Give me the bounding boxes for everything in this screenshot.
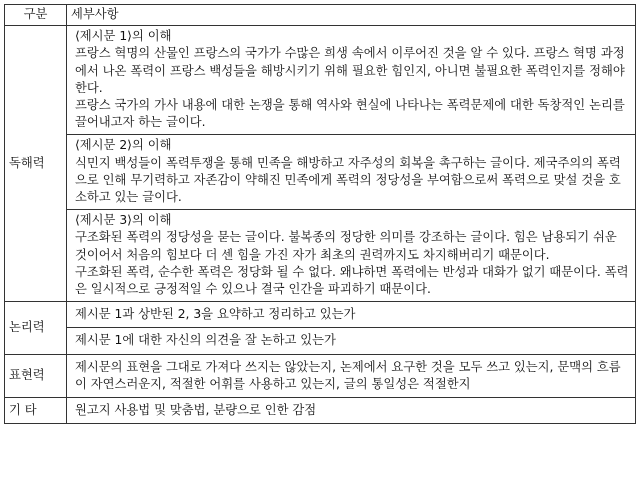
logic-item: 제시문 1과 상반된 2, 3을 요약하고 정리하고 있는가 [67,302,636,328]
reading-section-2 [67,135,636,210]
category-logic: 논리력 [5,302,67,354]
section-paragraph: 프랑스 혁명의 산물인 프랑스의 국가가 수많은 희생 속에서 이루어진 것을 알 수 있다. 프랑스 혁명 과정에서 나온 폭력이 프랑스 백성들을 해방시키기 위해 필요한 힘인지, 아니면 불필요한 폭력인지를 정해야 한다. [75,46,625,95]
other-text: 원고지 사용법 및 맞춤법, 분량으로 인한 감점 [67,398,636,424]
reading-section-1 [67,26,636,135]
logic-row-2 [5,328,636,354]
reading-row-3 [5,210,636,302]
section-paragraph: 식민지 백성들이 폭력투쟁을 통해 민족을 해방하고 자주성의 회복을 촉구하는 글이다. 제국주의의 폭력으로 인해 무기력하고 자존감이 약해진 민족에게 폭력의 정당성을 부여함으로써 폭력으로 맞설 것을 호소하고 있는 글이다. [75,155,621,205]
category-reading: 독해력 [5,26,67,302]
expression-row [5,354,636,397]
reading-section-3 [67,210,636,302]
header-row [5,5,636,26]
category-expression: 표현력 [5,354,67,397]
section-paragraph: 구조화된 폭력의 정당성을 묻는 글이다. 불복종의 정당한 의미를 강조하는 글이다. 힘은 남용되기 쉬운 것이어서 처음의 힘보다 더 센 힘을 가진 자가 최초의 권력까지도 차지해버리기 때문이다. [75,230,617,262]
other-row [5,398,636,424]
section-paragraph: 프랑스 국가의 가사 내용에 대한 논쟁을 통해 역사와 현실에 나타나는 폭력문제에 대한 독창적인 논리를 끌어내고자 하는 글이다. [75,98,625,130]
reading-row-1 [5,26,636,135]
expression-text: 제시문의 표현을 그대로 가져다 쓰지는 않았는지, 논제에서 요구한 것을 모두 쓰고 있는지, 문맥의 흐름이 자연스러운지, 적절한 어휘를 사용하고 있는지, 글의 통일성은 적절한지 [67,354,636,397]
reading-row-2 [5,135,636,210]
header-detail: 세부사항 [67,5,636,26]
logic-row-1 [5,302,636,328]
grading-criteria-table [4,4,636,424]
section-title: ⟨제시문 1⟩의 이해 [75,29,172,44]
section-title: ⟨제시문 2⟩의 이해 [75,138,172,153]
section-paragraph: 구조화된 폭력, 순수한 폭력은 정당화 될 수 없다. 왜냐하면 폭력에는 반성과 대화가 없기 때문이다. 폭력은 일시적으로 긍정적일 수 있으나 결국 인간을 파괴하기 때문이다. [75,264,629,297]
category-other: 기 타 [5,398,67,424]
header-category: 구분 [5,5,67,26]
logic-item: 제시문 1에 대한 자신의 의견을 잘 논하고 있는가 [67,328,636,354]
section-title: ⟨제시문 3⟩의 이해 [75,213,172,228]
